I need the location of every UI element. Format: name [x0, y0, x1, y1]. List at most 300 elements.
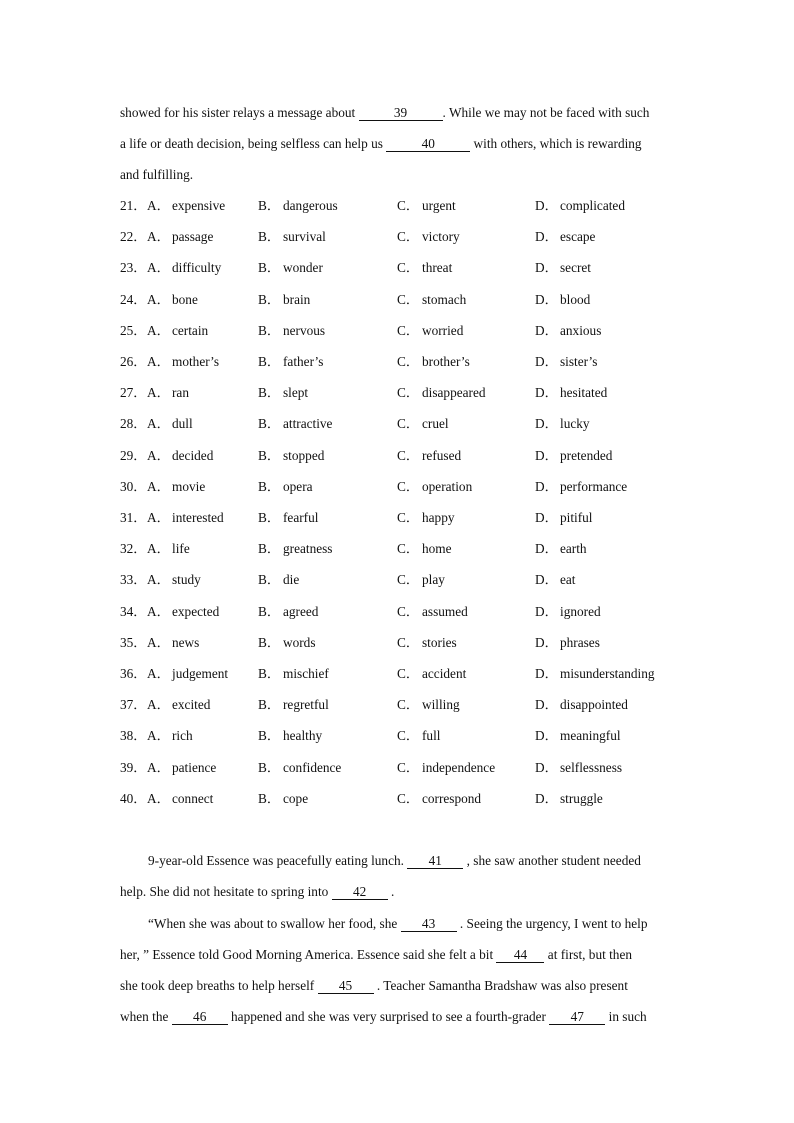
choice-text: assumed [422, 604, 468, 619]
option-row [120, 416, 680, 432]
question-number: 36． [120, 666, 147, 681]
choice-text: attractive [283, 416, 333, 431]
question-number: 37． [120, 697, 147, 712]
choice-d [535, 604, 601, 620]
choice-b [258, 323, 325, 339]
text-segment: at first, but then [544, 947, 633, 962]
choice-letter: B． [258, 198, 281, 213]
question-number: 33． [120, 572, 147, 587]
choice-text: stopped [283, 448, 325, 463]
choice-c [397, 541, 452, 557]
choice-a [147, 448, 213, 464]
choice-letter: C． [397, 260, 420, 275]
choice-text: play [422, 572, 445, 587]
choice-letter: C． [397, 323, 420, 338]
choice-b [258, 229, 326, 245]
choice-c [397, 479, 472, 495]
choice-a [147, 292, 198, 308]
choice-text: dangerous [283, 198, 338, 213]
option-row [120, 198, 680, 214]
question-number: 25． [120, 323, 147, 338]
choice-letter: B． [258, 323, 281, 338]
choice-a [147, 479, 205, 495]
passage2-line-5 [120, 978, 680, 994]
choice-d [535, 760, 622, 776]
text-segment: when the [120, 1009, 172, 1024]
question-number: 26． [120, 354, 147, 369]
choice-d [535, 292, 590, 308]
choice-c [397, 604, 468, 620]
choice-letter: A． [147, 666, 170, 681]
choice-d [535, 260, 591, 276]
choice-b [258, 728, 322, 744]
choice-d [535, 572, 576, 588]
answer-blank-47: 47 [549, 1010, 605, 1025]
choice-b [258, 541, 332, 557]
answer-blank-44: 44 [496, 948, 544, 963]
choice-text: news [172, 635, 200, 650]
choice-a [147, 572, 201, 588]
choice-letter: D． [535, 229, 558, 244]
choice-c [397, 416, 449, 432]
choice-text: urgent [422, 198, 456, 213]
choice-text: slept [283, 385, 309, 400]
choice-letter: A． [147, 354, 170, 369]
option-row [120, 510, 680, 526]
choice-text: die [283, 572, 300, 587]
choice-text: sister’s [560, 354, 598, 369]
choice-letter: C． [397, 448, 420, 463]
choice-letter: B． [258, 354, 281, 369]
choice-b [258, 572, 299, 588]
option-row [120, 604, 680, 620]
choice-a [147, 385, 189, 401]
choice-letter: D． [535, 198, 558, 213]
choice-text: mischief [283, 666, 329, 681]
option-row [120, 791, 680, 807]
choice-letter: B． [258, 479, 281, 494]
question-number: 39． [120, 760, 147, 775]
choice-letter: A． [147, 510, 170, 525]
choice-text: phrases [560, 635, 600, 650]
choice-letter: C． [397, 354, 420, 369]
choice-text: confidence [283, 760, 342, 775]
choice-c [397, 260, 452, 276]
choice-d [535, 791, 603, 807]
choice-text: happy [422, 510, 455, 525]
choice-letter: A． [147, 572, 170, 587]
choice-letter: D． [535, 323, 558, 338]
answer-blank-40: 40 [386, 137, 470, 152]
option-row [120, 448, 680, 464]
choice-text: secret [560, 260, 592, 275]
choice-letter: C． [397, 697, 420, 712]
question-number: 23． [120, 260, 147, 275]
choice-c [397, 198, 456, 214]
choice-d [535, 229, 595, 245]
choice-text: pitiful [560, 510, 593, 525]
choice-d [535, 666, 655, 682]
choice-a [147, 541, 190, 557]
choice-letter: C． [397, 541, 420, 556]
option-row [120, 292, 680, 308]
choice-a [147, 635, 199, 651]
choice-letter: D． [535, 572, 558, 587]
choice-letter: B． [258, 229, 281, 244]
passage2-line-1 [148, 853, 680, 869]
choice-text: selflessness [560, 760, 623, 775]
choice-letter: D． [535, 260, 558, 275]
choice-text: lucky [560, 416, 590, 431]
choice-text: eat [560, 572, 576, 587]
text-segment: she took deep breaths to help herself [120, 978, 318, 993]
choice-c [397, 229, 460, 245]
choice-letter: C． [397, 728, 420, 743]
choice-letter: B． [258, 666, 281, 681]
choice-letter: C． [397, 760, 420, 775]
intro-line-2 [120, 136, 680, 152]
text-segment: with others, which is rewarding [470, 136, 642, 151]
choice-d [535, 198, 625, 214]
choice-text: home [422, 541, 452, 556]
choice-text: operation [422, 479, 473, 494]
option-row [120, 260, 680, 276]
choice-text: ignored [560, 604, 601, 619]
choice-text: accident [422, 666, 467, 681]
choice-letter: A． [147, 292, 170, 307]
choice-letter: A． [147, 385, 170, 400]
choice-a [147, 510, 224, 526]
choice-text: blood [560, 292, 591, 307]
question-number: 22． [120, 229, 147, 244]
choice-a [147, 760, 216, 776]
choice-b [258, 760, 341, 776]
choice-b [258, 604, 318, 620]
choice-d [535, 479, 627, 495]
choice-text: expensive [172, 198, 226, 213]
choice-a [147, 666, 228, 682]
text-segment: , she saw another student needed [463, 853, 641, 868]
choice-c [397, 635, 457, 651]
option-row [120, 541, 680, 557]
choice-letter: C． [397, 416, 420, 431]
choice-b [258, 385, 308, 401]
choice-text: passage [172, 229, 214, 244]
choice-text: earth [560, 541, 587, 556]
choice-text: fearful [283, 510, 319, 525]
choice-a [147, 229, 213, 245]
choice-a [147, 728, 193, 744]
choice-text: decided [172, 448, 214, 463]
choice-c [397, 292, 466, 308]
choice-a [147, 354, 219, 370]
choice-letter: A． [147, 479, 170, 494]
choice-text: father’s [283, 354, 324, 369]
choice-letter: D． [535, 604, 558, 619]
choice-letter: A． [147, 448, 170, 463]
choice-letter: B． [258, 728, 281, 743]
choice-letter: B． [258, 510, 281, 525]
text-segment: . While we may not be faced with such [442, 105, 650, 120]
choice-text: anxious [560, 323, 602, 338]
answer-blank-43: 43 [401, 917, 457, 932]
choice-letter: B． [258, 635, 281, 650]
choice-b [258, 198, 338, 214]
choice-c [397, 385, 486, 401]
choice-letter: C． [397, 385, 420, 400]
choice-b [258, 416, 332, 432]
choice-letter: C． [397, 604, 420, 619]
choice-letter: B． [258, 292, 281, 307]
question-number: 35． [120, 635, 147, 650]
choice-a [147, 697, 210, 713]
choice-text: dull [172, 416, 193, 431]
choice-b [258, 510, 318, 526]
choice-letter: D． [535, 416, 558, 431]
choice-text: interested [172, 510, 224, 525]
choice-text: stories [422, 635, 457, 650]
choice-c [397, 760, 495, 776]
choice-letter: B． [258, 791, 281, 806]
choice-letter: D． [535, 385, 558, 400]
option-row [120, 354, 680, 370]
choice-text: pretended [560, 448, 613, 463]
choice-letter: C． [397, 198, 420, 213]
choice-text: mother’s [172, 354, 220, 369]
option-row [120, 323, 680, 339]
choice-text: cruel [422, 416, 449, 431]
question-number: 29． [120, 448, 147, 463]
choice-text: escape [560, 229, 596, 244]
intro-line-1 [120, 105, 680, 121]
text-segment: a life or death decision, being selfless can help us [120, 136, 387, 151]
choice-letter: C． [397, 635, 420, 650]
passage2-line-2 [120, 884, 680, 900]
choice-b [258, 666, 329, 682]
choice-text: judgement [172, 666, 229, 681]
choice-text: misunderstanding [560, 666, 655, 681]
choice-text: expected [172, 604, 220, 619]
answer-blank-41: 41 [407, 854, 463, 869]
option-row [120, 229, 680, 245]
choice-letter: D． [535, 541, 558, 556]
choice-text: struggle [560, 791, 603, 806]
choice-text: independence [422, 760, 496, 775]
choice-letter: C． [397, 292, 420, 307]
choice-d [535, 448, 612, 464]
choice-text: disappeared [422, 385, 486, 400]
option-row [120, 385, 680, 401]
choice-letter: C． [397, 229, 420, 244]
choice-text: willing [422, 697, 460, 712]
choice-text: cope [283, 791, 309, 806]
choice-letter: B． [258, 604, 281, 619]
text-segment: . Seeing the urgency, I went to help [456, 916, 648, 931]
passage2-line-3 [148, 916, 680, 932]
choice-text: correspond [422, 791, 482, 806]
choice-letter: B． [258, 416, 281, 431]
passage2-line-6 [120, 1009, 680, 1025]
option-row [120, 728, 680, 744]
choice-letter: C． [397, 479, 420, 494]
choice-letter: A． [147, 791, 170, 806]
choice-d [535, 635, 600, 651]
option-row [120, 697, 680, 713]
choice-a [147, 791, 213, 807]
choice-text: healthy [283, 728, 323, 743]
question-number: 24． [120, 292, 147, 307]
question-number: 28． [120, 416, 147, 431]
choice-c [397, 697, 460, 713]
choice-text: life [172, 541, 190, 556]
choice-letter: A． [147, 697, 170, 712]
choice-b [258, 791, 308, 807]
text-segment: . Teacher Samantha Bradshaw was also present [373, 978, 628, 993]
choice-c [397, 572, 445, 588]
choice-letter: D． [535, 510, 558, 525]
option-row [120, 572, 680, 588]
choice-a [147, 323, 208, 339]
choice-b [258, 697, 329, 713]
option-row [120, 666, 680, 682]
option-row [120, 479, 680, 495]
text-segment: in such [605, 1009, 647, 1024]
choice-c [397, 510, 455, 526]
choice-letter: A． [147, 760, 170, 775]
choice-text: difficulty [172, 260, 222, 275]
choice-text: ran [172, 385, 189, 400]
choice-text: agreed [283, 604, 319, 619]
choice-text: brain [283, 292, 311, 307]
choice-a [147, 604, 219, 620]
choice-letter: B． [258, 697, 281, 712]
choice-letter: D． [535, 292, 558, 307]
choice-letter: D． [535, 666, 558, 681]
choice-d [535, 697, 628, 713]
answer-blank-45: 45 [318, 979, 374, 994]
choice-b [258, 292, 310, 308]
question-number: 38． [120, 728, 147, 743]
choice-b [258, 260, 323, 276]
question-number: 31． [120, 510, 147, 525]
choice-text: bone [172, 292, 198, 307]
choice-c [397, 728, 440, 744]
choice-letter: A． [147, 416, 170, 431]
choice-letter: D． [535, 697, 558, 712]
choice-letter: D． [535, 448, 558, 463]
choice-letter: D． [535, 479, 558, 494]
text-segment: 9-year-old Essence was peacefully eating lunch. [148, 853, 408, 868]
choice-text: study [172, 572, 201, 587]
choice-c [397, 354, 470, 370]
choice-text: opera [283, 479, 313, 494]
choice-text: survival [283, 229, 326, 244]
choice-text: certain [172, 323, 209, 338]
choice-d [535, 728, 621, 744]
question-number: 21． [120, 198, 147, 213]
question-number: 34． [120, 604, 147, 619]
option-row [120, 635, 680, 651]
question-number: 40． [120, 791, 147, 806]
intro-line-3: and fulfilling. [120, 167, 194, 182]
choice-letter: D． [535, 635, 558, 650]
choice-letter: C． [397, 572, 420, 587]
choice-letter: D． [535, 354, 558, 369]
choice-text: wonder [283, 260, 323, 275]
choice-text: performance [560, 479, 628, 494]
choice-d [535, 354, 597, 370]
choice-c [397, 666, 466, 682]
choice-letter: D． [535, 760, 558, 775]
choice-text: disappointed [560, 697, 628, 712]
choice-letter: B． [258, 385, 281, 400]
choice-letter: A． [147, 604, 170, 619]
choice-d [535, 541, 587, 557]
answer-blank-39: 39 [359, 106, 443, 121]
choice-text: refused [422, 448, 462, 463]
choice-d [535, 416, 590, 432]
choice-a [147, 198, 225, 214]
choice-text: brother’s [422, 354, 470, 369]
choice-text: full [422, 728, 441, 743]
choice-letter: A． [147, 635, 170, 650]
choice-text: greatness [283, 541, 333, 556]
choice-letter: B． [258, 541, 281, 556]
choice-letter: B． [258, 760, 281, 775]
choice-text: connect [172, 791, 214, 806]
choice-letter: A． [147, 323, 170, 338]
text-segment: her, ” Essence told Good Morning America. Essence said she felt a bit [120, 947, 497, 962]
choice-text: words [283, 635, 316, 650]
choice-a [147, 416, 193, 432]
text-segment: showed for his sister relays a message about [120, 105, 359, 120]
answer-blank-46: 46 [172, 1010, 228, 1025]
choice-d [535, 385, 607, 401]
choice-d [535, 323, 601, 339]
choice-c [397, 448, 461, 464]
choice-d [535, 510, 593, 526]
choice-text: victory [422, 229, 460, 244]
choice-text: hesitated [560, 385, 608, 400]
choice-b [258, 448, 324, 464]
choice-text: nervous [283, 323, 326, 338]
choice-c [397, 323, 463, 339]
choice-b [258, 479, 313, 495]
choice-letter: C． [397, 791, 420, 806]
text-segment: . [387, 884, 395, 899]
choice-c [397, 791, 481, 807]
choice-letter: B． [258, 260, 281, 275]
choice-text: movie [172, 479, 206, 494]
choice-b [258, 354, 323, 370]
choice-b [258, 635, 316, 651]
choice-text: excited [172, 697, 211, 712]
choice-letter: A． [147, 728, 170, 743]
choice-letter: C． [397, 510, 420, 525]
choice-text: worried [422, 323, 464, 338]
choice-letter: A． [147, 541, 170, 556]
choice-text: patience [172, 760, 217, 775]
choice-text: stomach [422, 292, 467, 307]
option-row [120, 760, 680, 776]
choice-letter: A． [147, 198, 170, 213]
choice-a [147, 260, 221, 276]
choice-text: complicated [560, 198, 625, 213]
text-segment: happened and she was very surprised to see a fourth-grader [227, 1009, 550, 1024]
text-segment: help. She did not hesitate to spring into [120, 884, 332, 899]
choice-letter: C． [397, 666, 420, 681]
answer-blank-42: 42 [332, 885, 388, 900]
